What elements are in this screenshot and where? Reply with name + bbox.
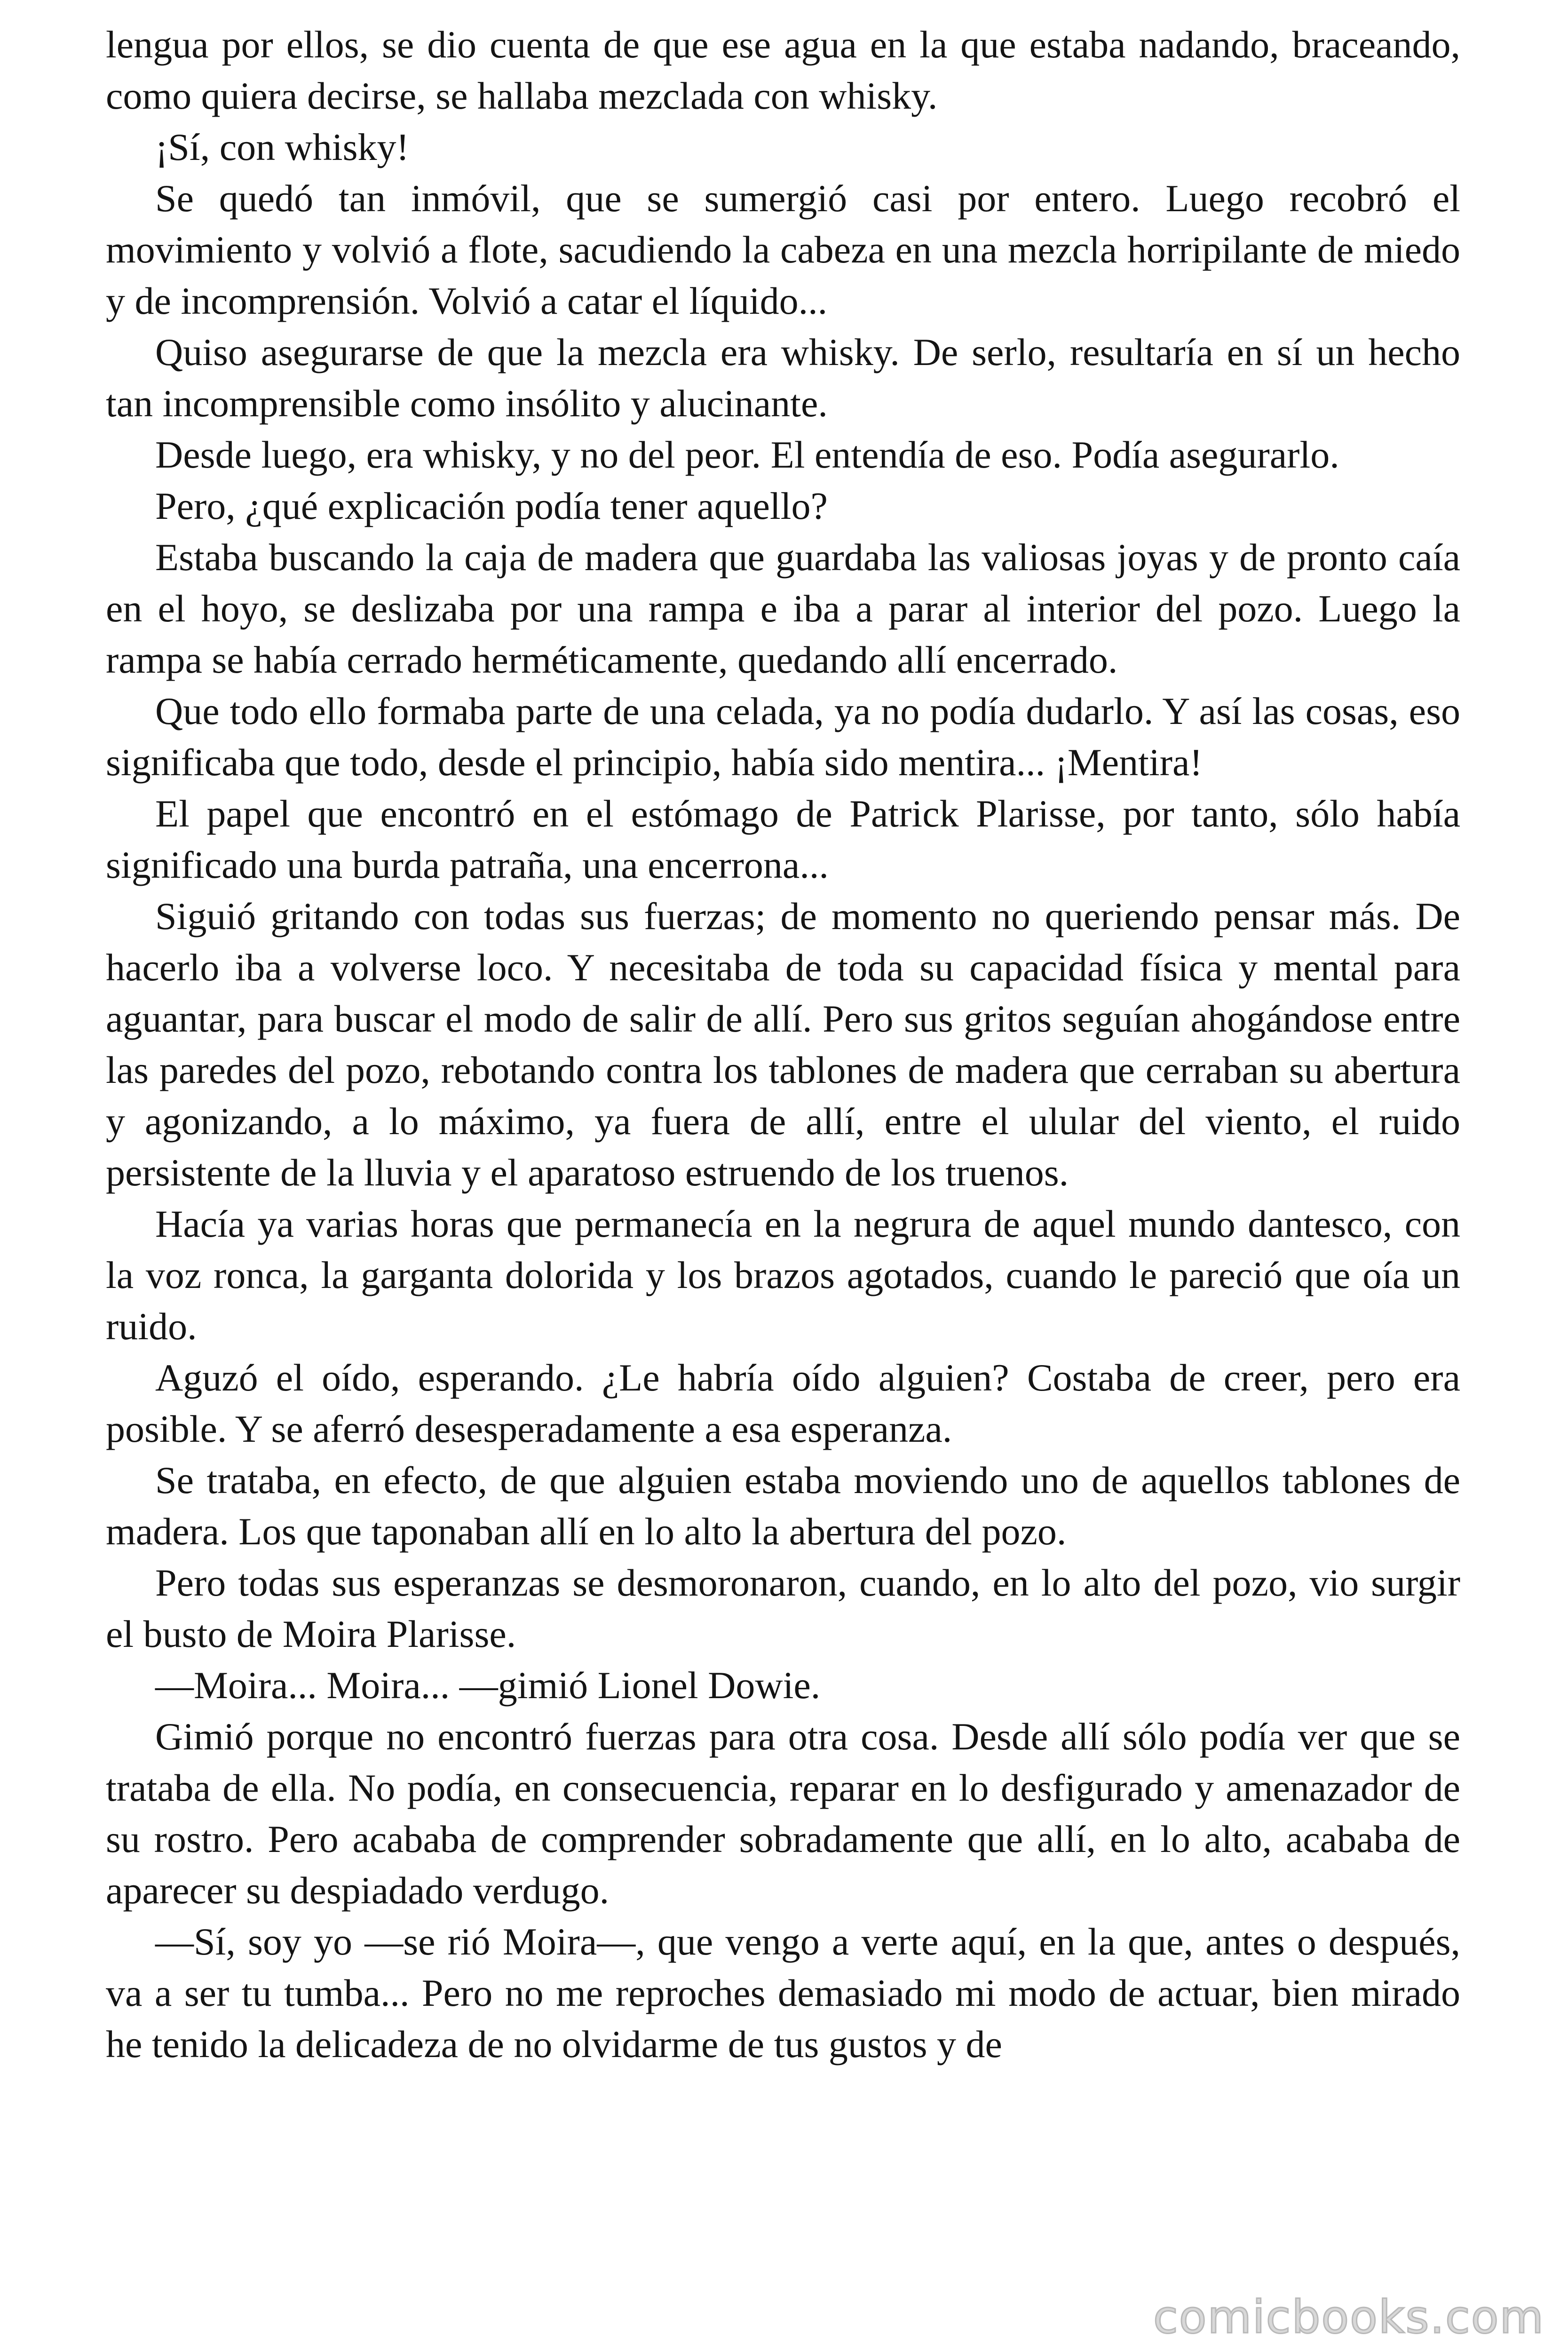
- paragraph: Gimió porque no encontró fuerzas para otra cosa. Desde allí sólo podía ver que se trataba de ella. No podía, en consecuencia, reparar en lo desfigurado y amenazador de su rostro. Pero acababa de comprender sobradamente que allí, en lo alto, acababa de aparecer su despiadado verdugo.: [106, 1715, 1460, 1912]
- paragraph: Hacía ya varias horas que permanecía en la negrura de aquel mundo dantesco, con la voz ronca, la garganta dolorida y los brazos agotados, cuando le pareció que oía un ruido.: [106, 1202, 1460, 1348]
- paragraph: Que todo ello formaba parte de una celada, ya no podía dudarlo. Y así las cosas, eso significaba que todo, desde el principio, había sido mentira... ¡Mentira!: [106, 690, 1460, 784]
- paragraph: Siguió gritando con todas sus fuerzas; de momento no queriendo pensar más. De hacerlo iba a volverse loco. Y necesitaba de toda su capacidad física y mental para aguantar, para buscar el modo de salir de allí. Pero sus gritos seguían ahogándose entre las paredes del pozo, rebotando contra los tablones de madera que cerraban su abertura y agonizando, a lo máximo, ya fuera de allí, entre el ulular del viento, el ruido persistente de la lluvia y el aparatoso estruendo de los truenos.: [106, 895, 1460, 1194]
- body-text: [106, 19, 1460, 2070]
- paragraph: —Moira... Moira... —gimió Lionel Dowie.: [155, 1664, 821, 1707]
- paragraph: Se trataba, en efecto, de que alguien estaba moviendo uno de aquellos tablones de madera. Los que taponaban allí en lo alto la abertura del pozo.: [106, 1459, 1460, 1553]
- paragraph: Quiso asegurarse de que la mezcla era whisky. De serlo, resultaría en sí un hecho tan incomprensible como insólito y alucinante.: [106, 331, 1460, 425]
- paragraph: Se quedó tan inmóvil, que se sumergió casi por entero. Luego recobró el movimiento y volvió a flote, sacudiendo la cabeza en una mezcla horripilante de miedo y de incomprensión. Volvió a catar el líquido...: [106, 177, 1460, 322]
- paragraph: Desde luego, era whisky, y no del peor. El entendía de eso. Podía asegurarlo.: [155, 433, 1339, 476]
- paragraph: ¡Sí, con whisky!: [155, 126, 409, 168]
- paragraph: Aguzó el oído, esperando. ¿Le habría oído alguien? Costaba de creer, pero era posible. Y se aferró desesperadamente a esa esperanza.: [106, 1356, 1460, 1450]
- paragraph: —Sí, soy yo —se rió Moira—, que vengo a verte aquí, en la que, antes o después, va a ser tu tumba... Pero no me reproches demasiado mi modo de actuar, bien mirado he tenido la delicadeza de no olvidarme de tus gustos y de: [106, 1920, 1460, 2066]
- paragraph: lengua por ellos, se dio cuenta de que ese agua en la que estaba nadando, braceando, como quiera decirse, se hallaba mezclada con whisky.: [106, 23, 1460, 117]
- watermark: comicbooks.com: [1153, 2291, 1544, 2344]
- paragraph: Estaba buscando la caja de madera que guardaba las valiosas joyas y de pronto caía en el hoyo, se deslizaba por una rampa e iba a parar al interior del pozo. Luego la rampa se había cerrado herméticamente, quedando allí encerrado.: [106, 536, 1460, 681]
- paragraph: Pero todas sus esperanzas se desmoronaron, cuando, en lo alto del pozo, vio surgir el busto de Moira Plarisse.: [106, 1561, 1460, 1655]
- paragraph: El papel que encontró en el estómago de Patrick Plarisse, por tanto, sólo había significado una burda patraña, una encerrona...: [106, 792, 1460, 886]
- paragraph: Pero, ¿qué explicación podía tener aquello?: [155, 485, 828, 527]
